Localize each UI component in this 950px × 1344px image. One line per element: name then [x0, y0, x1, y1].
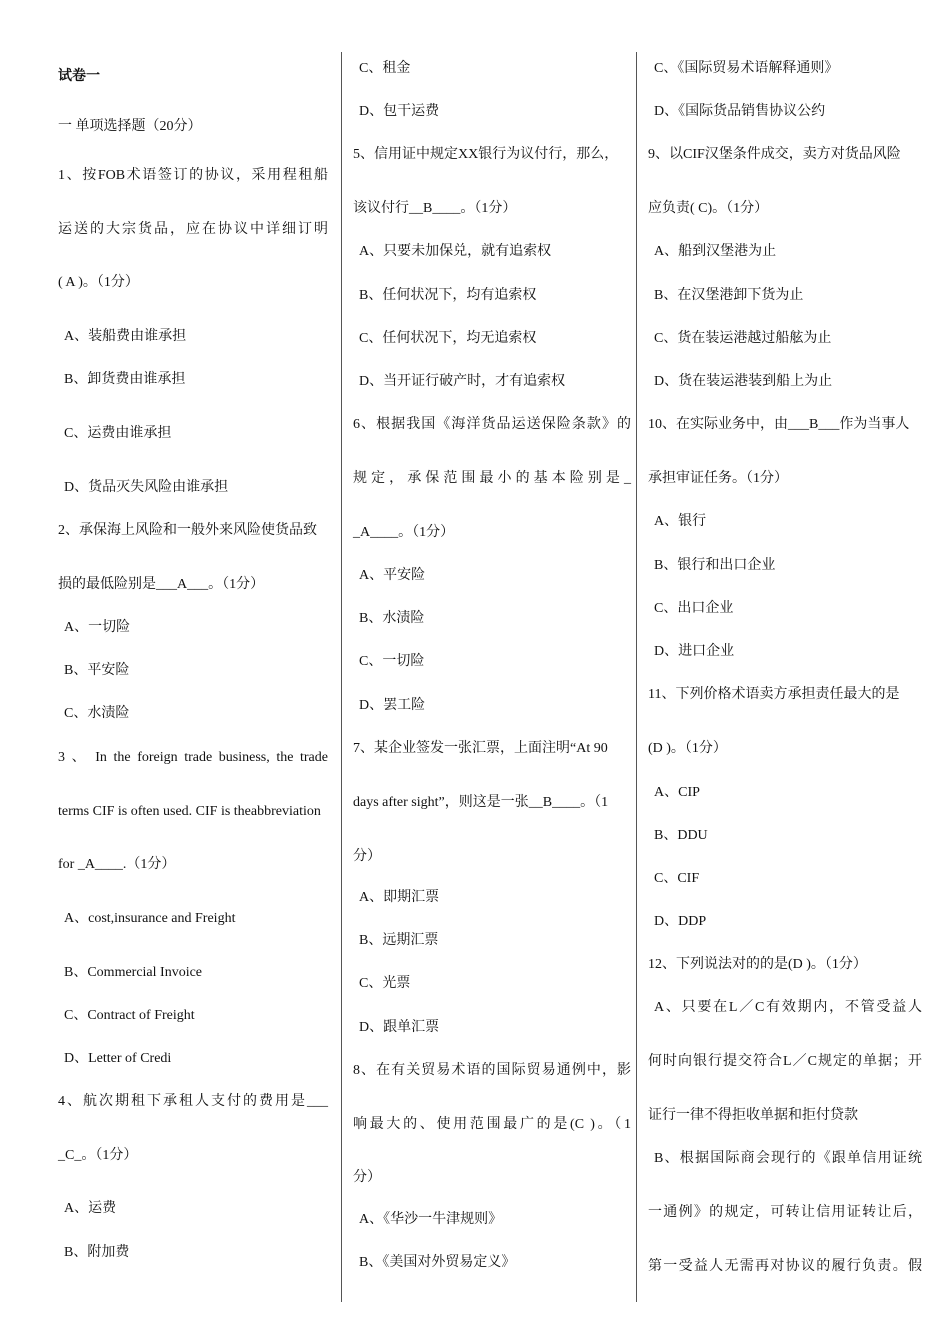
answer-option: B、附加费: [64, 1245, 130, 1260]
question-line: 响最大的、使用范围最广的是(C )。（1: [353, 1117, 631, 1132]
answer-option: A、只要在L／C有效期内，不管受益人: [654, 1000, 922, 1015]
answer-option: B、Commercial Invoice: [64, 965, 203, 980]
answer-option: C、水渍险: [64, 706, 130, 721]
column-divider-1: [341, 52, 342, 1302]
answer-option: B、银行和出口企业: [654, 558, 776, 573]
answer-option: A、即期汇票: [359, 890, 440, 905]
question-line: days after sight”，则这是一张__B____。（1: [353, 795, 609, 810]
answer-option: C、货在装运港越过船舷为止: [654, 331, 832, 346]
answer-option: C、CIF: [654, 871, 700, 886]
answer-option: A、cost,insurance and Freight: [64, 911, 236, 926]
question-line: 11、下列价格术语卖方承担责任最大的是: [648, 687, 900, 702]
answer-option: C、一切险: [359, 654, 425, 669]
answer-option: C、出口企业: [654, 601, 734, 616]
question-line: 6、根据我国《海洋货品运送保险条款》的: [353, 417, 631, 432]
question-line: 8、在有关贸易术语的国际贸易通例中，影: [353, 1063, 631, 1078]
column-divider-2: [636, 52, 637, 1302]
answer-option: B、DDU: [654, 828, 708, 843]
question-line: 3 、 In the foreign trade business, the trade: [58, 750, 328, 765]
answer-option: B、平安险: [64, 663, 130, 678]
answer-option: B、任何状况下，均有追索权: [359, 288, 537, 303]
question-line: _A____。（1分）: [353, 525, 455, 540]
answer-option: D、《国际货品销售协议公约: [654, 104, 826, 119]
question-line: _C_。（1分）: [58, 1148, 138, 1163]
question-line: 规 定 ， 承 保 范 围 最 小 的 基 本 险 别 是 _: [353, 471, 631, 486]
question-line: 分）: [353, 849, 381, 864]
answer-option: C、租金: [359, 61, 411, 76]
answer-option: A、船到汉堡港为止: [654, 244, 777, 259]
answer-option: C、Contract of Freight: [64, 1008, 195, 1023]
question-line: 10、在实际业务中，由___B___作为当事人: [648, 417, 910, 432]
answer-option: A、只要未加保兑，就有追索权: [359, 244, 552, 259]
question-line: 承担审证任务。（1分）: [648, 471, 788, 486]
question-line: for _A____.（1分）: [58, 857, 176, 872]
answer-option: C、任何状况下，均无追索权: [359, 331, 537, 346]
question-line: 9、以CIF汉堡条件成交，卖方对货品风险: [648, 147, 901, 162]
answer-option: C、运费由谁承担: [64, 426, 172, 441]
page-title: 试卷一: [58, 69, 100, 84]
answer-option: B、水渍险: [359, 611, 425, 626]
answer-option: A、平安险: [359, 568, 426, 583]
answer-option: D、当开证行破产时，才有追索权: [359, 374, 566, 389]
question-line: 7、某企业签发一张汇票，上面注明“At 90: [353, 741, 608, 756]
answer-option: B、远期汇票: [359, 933, 439, 948]
question-line: 运送的大宗货品，应在协议中详细订明: [58, 222, 328, 237]
question-line: 12、下列说法对的的是(D )。（1分）: [648, 957, 867, 972]
answer-option: A、一切险: [64, 620, 131, 635]
answer-option: B、《美国对外贸易定义》: [359, 1255, 516, 1270]
answer-option: D、罢工险: [359, 698, 426, 713]
answer-option: B、根据国际商会现行的《跟单信用证统: [654, 1151, 922, 1166]
answer-option: A、银行: [654, 514, 707, 529]
answer-option: D、包干运费: [359, 104, 440, 119]
question-line: 一通例》的规定，可转让信用证转让后，: [648, 1205, 922, 1220]
question-line: 分）: [353, 1170, 381, 1185]
answer-option: D、Letter of Credi: [64, 1051, 172, 1066]
answer-option: D、跟单汇票: [359, 1020, 440, 1035]
answer-option: C、光票: [359, 976, 411, 991]
answer-option: B、在汉堡港卸下货为止: [654, 288, 804, 303]
answer-option: A、装船费由谁承担: [64, 329, 187, 344]
question-line: 何时向银行提交符合L／C规定的单据；开: [648, 1054, 922, 1069]
answer-option: C、《国际贸易术语解释通则》: [654, 61, 839, 76]
question-line: 应负责( C)。（1分）: [648, 201, 769, 216]
question-line: 4、航次期租下承租人支付的费用是___: [58, 1094, 328, 1109]
question-line: terms CIF is often used. CIF is theabbreviation: [58, 804, 321, 819]
question-line: 5、信用证中规定XX银行为议付行，那么，: [353, 147, 619, 162]
question-line: 1、按FOB术语签订的协议，采用程租船: [58, 168, 328, 183]
answer-option: D、货品灭失风险由谁承担: [64, 480, 229, 495]
question-line: ( A )。（1分）: [58, 275, 139, 290]
answer-option: A、《华沙一牛津规则》: [359, 1212, 503, 1227]
question-line: (D )。（1分）: [648, 741, 727, 756]
question-line: 损的最低险别是___A___。（1分）: [58, 577, 265, 592]
question-line: 2、承保海上风险和一般外来风险使货品致: [58, 523, 317, 538]
question-line: 证行一律不得拒收单据和拒付贷款: [648, 1108, 858, 1123]
answer-option: B、卸货费由谁承担: [64, 372, 186, 387]
answer-option: A、运费: [64, 1201, 117, 1216]
answer-option: D、货在装运港装到船上为止: [654, 374, 833, 389]
question-line: 该议付行__B____。（1分）: [353, 201, 517, 216]
answer-option: D、进口企业: [654, 644, 735, 659]
question-line: 一 单项选择题（20分）: [58, 119, 202, 134]
answer-option: A、CIP: [654, 785, 700, 800]
answer-option: D、DDP: [654, 914, 707, 929]
question-line: 第一受益人无需再对协议的履行负责。假: [648, 1259, 922, 1274]
